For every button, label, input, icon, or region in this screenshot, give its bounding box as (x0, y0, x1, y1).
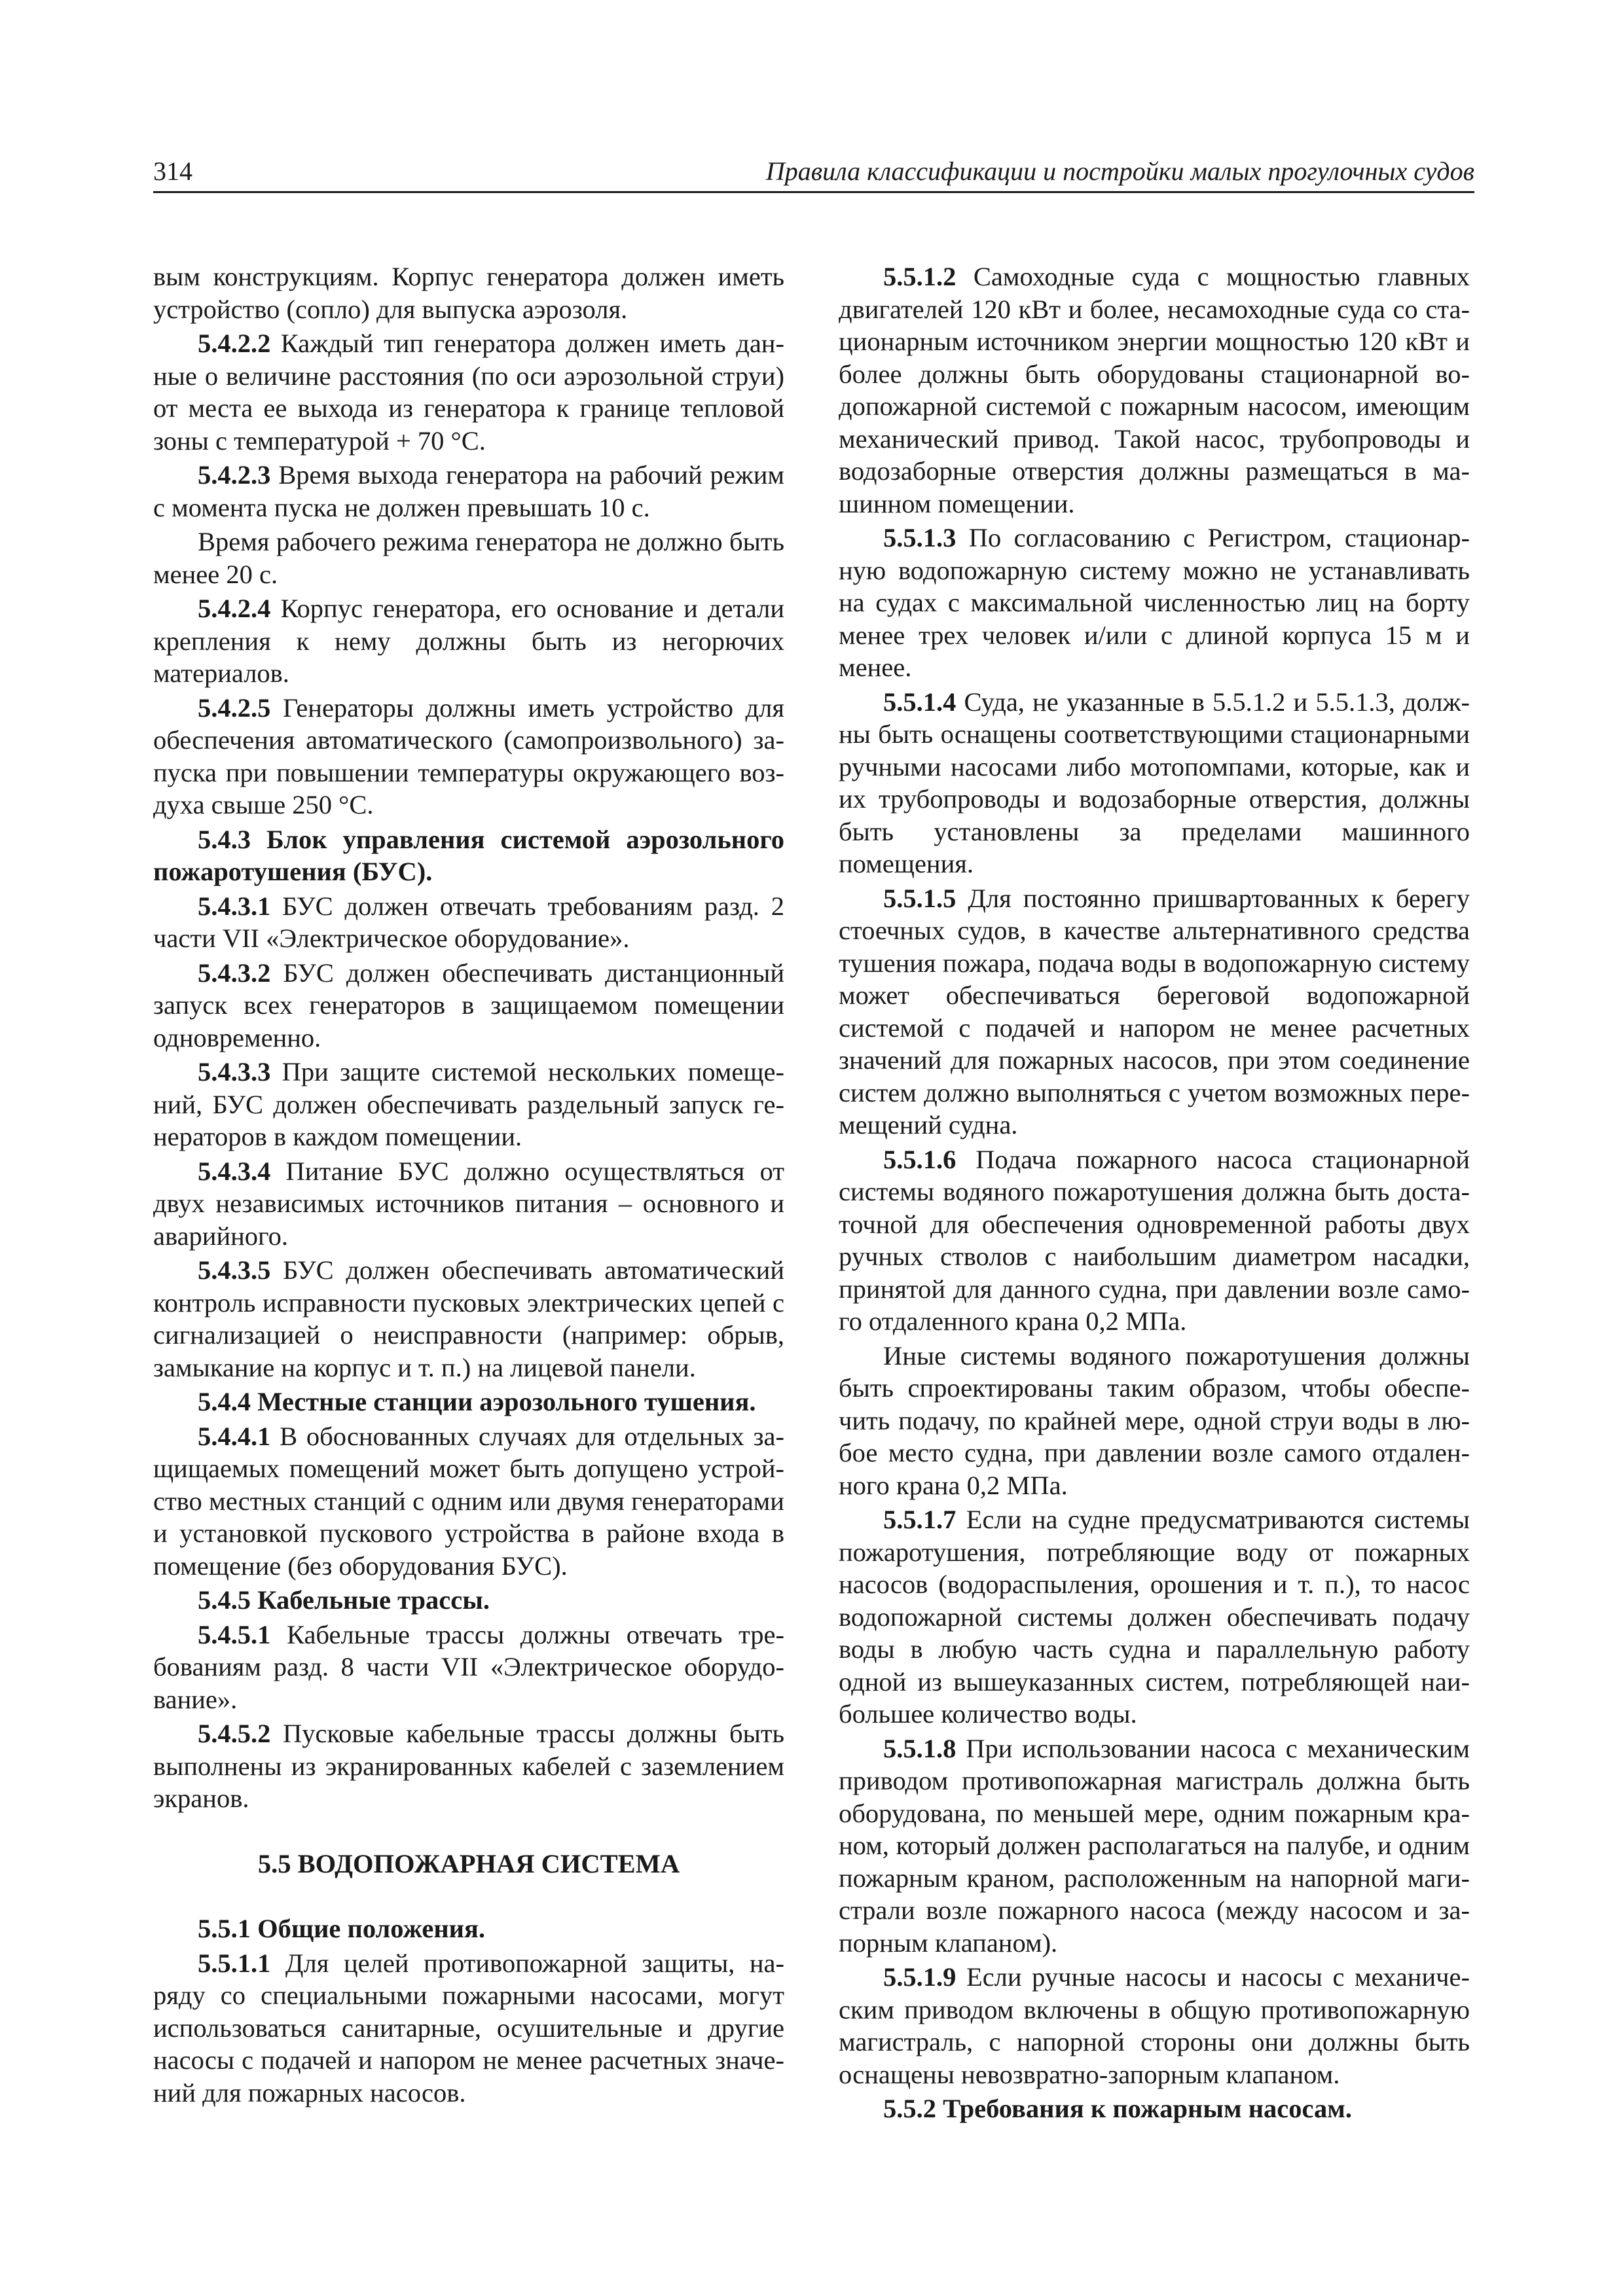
clause-number: 5.4.3.1 (198, 891, 271, 921)
clause-text: Если на судне предусматриваются системы пожаротушения, потребляющие воду от пожарных насосов (водораспыления, орошения и т. п.), то насос водопожарной системы должен обеспечивать подачу воды в любую часть судна и параллельную работу одной из вышеуказанных систем, потребляющей наибольшее количество воды. (839, 1505, 1470, 1729)
clause-number: 5.4.2.2 (198, 329, 271, 358)
clause-text: вым конструкциям. Корпус генератора должен иметь устройство (сопло) для выпуска аэрозоля. (153, 262, 784, 324)
paragraph (839, 1143, 1470, 1338)
clause-text: БУС должен обеспечивать автоматический контроль исправности пусковых электрических цепей с сигнализацией о неисправности (например: обрыв, замыкание на корпус и т. п.) на лицевой панели. (153, 1255, 784, 1382)
clause-text: Питание БУС должно осуществляться от двух независимых источников питания – основного и аварийного. (153, 1156, 784, 1251)
clause-text: Самоходные суда с мощностью главных двигателей 120 кВт и более, несамоходные суда со стационарным источником энергии мощностью 120 кВт и более должны быть оборудованы стационарной водопожарной системой с пожарным насосом, имеющим механический привод. Такой насос, трубопроводы и водозаборные отверстия должны размещаться в машинном помещении. (839, 262, 1470, 518)
running-title: Правила классификации и постройки малых прогулочных судов (765, 156, 1474, 186)
paragraph-continuation (153, 260, 784, 325)
clause-text: Подача пожарного насоса стационарной системы водяного пожаротушения должна быть достаточной для обеспечения одновременной работы двух ручных стволов с наибольшим диаметром насадки, принятой для данного судна, при давлении возле самого отдаленного крана 0,2 МПа. (839, 1144, 1470, 1336)
paragraph (839, 882, 1470, 1141)
clause-text: Требования к пожарным насосам. (936, 2094, 1352, 2123)
paragraph (839, 686, 1470, 880)
page-number: 314 (153, 156, 192, 186)
paragraph (839, 522, 1470, 684)
subsection-heading (153, 1386, 784, 1418)
clause-number: 5.5.1.8 (883, 1733, 957, 1763)
left-column (153, 260, 784, 2111)
paragraph (153, 327, 784, 457)
clause-number: 5.4.3.2 (198, 958, 271, 988)
clause-text: Для целей противопожарной защиты, наряду со специальными пожарными насосами, могут использоваться санитарные, осушительные и другие насосы с подачей и напором не менее расчетных значений для пожарных насосов. (153, 1948, 784, 2108)
clause-text: Для постоянно пришвартованных к берегу стоечных судов, в качестве альтернативного средства тушения пожара, подача воды в водопожарную систему может обеспечиваться береговой водопожарной системой с подачей и напором не менее расчетных значений для пожарных насосов, при этом соединение систем должно выполняться с учетом возможных перемещений судна. (839, 883, 1470, 1139)
clause-number: 5.5.1.6 (883, 1144, 957, 1174)
clause-text: БУС должен отвечать требованиям разд. 2 части VII «Электрическое оборудование». (153, 891, 784, 953)
clause-text: Иные системы водяного пожаротушения должны быть спроектированы таким образом, чтобы обеспечить подачу, по крайней мере, одной струи воды в любое место судна, при давлении возле самого отдаленного крана 0,2 МПа. (839, 1340, 1470, 1500)
clause-number: 5.5.1.2 (883, 262, 957, 291)
paragraph (153, 526, 784, 590)
clause-text: Местные станции аэрозольного тушения. (251, 1387, 756, 1416)
clause-text: 5.5 ВОДОПОЖАРНАЯ СИСТЕМА (257, 1848, 680, 1878)
paragraph (839, 260, 1470, 520)
clause-number: 5.4.5.2 (198, 1719, 271, 1748)
clause-text: Каждый тип генератора должен иметь данные о величине расстояния (по оси аэрозольной струи) от места ее выхода из генератора к границе тепловой зоны с температурой + 70 °С. (153, 329, 784, 456)
paragraph (153, 692, 784, 821)
clause-number: 5.4.2.3 (198, 460, 271, 490)
paragraph (153, 957, 784, 1054)
paragraph (153, 1717, 784, 1815)
paragraph (153, 459, 784, 524)
paragraph (153, 1155, 784, 1253)
clause-number: 5.5.1.4 (883, 687, 957, 717)
clause-text: Время выхода генератора на рабочий режим с момента пуска не должен превышать 10 с. (153, 460, 784, 522)
clause-number: 5.4.4 (198, 1387, 251, 1416)
clause-number: 5.4.2.4 (198, 594, 271, 623)
clause-number: 5.4.3.3 (198, 1057, 271, 1086)
clause-text: При защите системой нескольких помещений, БУС должен обеспечивать раздельный запуск генераторов в каждом помещении. (153, 1057, 784, 1151)
clause-text: Суда, не указанные в 5.5.1.2 и 5.5.1.3, должны быть оснащены соответствующими стационарными ручными насосами либо мотопомпами, которые, как и их трубопроводы и водозаборные отверстия, должны быть установлены за пределами машинного помещения. (839, 687, 1470, 878)
clause-number: 5.5.1.5 (883, 883, 957, 913)
right-column (839, 260, 1470, 2127)
clause-text: В обоснованных случаях для отдельных защищаемых помещений может быть допущено устройство местных станций с одним или двумя генераторами и установкой пускового устройства в районе входа в помещение (без оборудования БУС). (153, 1421, 784, 1581)
clause-number: 5.5.1.7 (883, 1505, 957, 1534)
clause-text: По согласованию с Регистром, стационарную водопожарную систему можно не устанавливать на судах с максимальной численностью лиц на борту менее трех человек и/или с длиной корпуса 15 м и менее. (839, 523, 1470, 682)
paragraph (839, 1340, 1470, 1502)
clause-text: Общие положения. (251, 1914, 486, 1943)
clause-number: 5.5.1.9 (883, 1962, 957, 1992)
clause-number: 5.5.2 (883, 2094, 936, 2123)
clause-text: Кабельные трассы должны отвечать требованиям разд. 8 части VII «Электрическое оборудование». (153, 1619, 784, 1714)
clause-text: Кабельные трассы. (251, 1585, 490, 1615)
page-header (153, 152, 1474, 193)
clause-text: Блок управления системой аэрозольного пожаротушения (БУС). (153, 824, 784, 886)
paragraph (153, 592, 784, 690)
clause-text: Корпус генератора, его основание и детали крепления к нему должны быть из негорючих материалов. (153, 594, 784, 688)
clause-number: 5.4.3.4 (198, 1156, 271, 1186)
clause-text: При использовании насоса с механическим приводом противопожарная магистраль должна быть оборудована, по меньшей мере, одним пожарным краном, который должен располагаться на палубе, и одним пожарным краном, расположенным на напорной магистрали возле пожарного насоса (между насосом и запорным клапаном). (839, 1733, 1470, 1958)
subsection-heading (153, 823, 784, 888)
section-title (153, 1848, 784, 1880)
clause-number: 5.5.1.3 (883, 523, 957, 552)
clause-number: 5.4.5 (198, 1585, 251, 1615)
clause-number: 5.5.1 (198, 1914, 251, 1943)
clause-number: 5.4.2.5 (198, 692, 271, 723)
clause-text: Если ручные насосы и насосы с механическим приводом включены в общую противопожарную магистраль, с напорной стороны они должны быть оснащены невозвратно-запорным клапаном. (839, 1962, 1470, 2089)
clause-number: 5.4.3 (198, 824, 251, 854)
subsection-heading (839, 2092, 1470, 2125)
paragraph (153, 1420, 784, 1583)
paragraph (153, 890, 784, 955)
clause-number: 5.4.3.5 (198, 1255, 271, 1285)
subsection-heading (153, 1912, 784, 1945)
clause-text: БУС должен обеспечивать дистанционный запуск всех генераторов в защищаемом помещении одновременно. (153, 958, 784, 1052)
clause-number: 5.5.1.1 (198, 1948, 271, 1978)
paragraph (839, 1732, 1470, 1960)
paragraph (153, 1619, 784, 1716)
subsection-heading (153, 1584, 784, 1617)
clause-text: Пусковые кабельные трассы должны быть выполнены из экранированных кабелей с заземлением экранов. (153, 1719, 784, 1813)
clause-number: 5.4.5.1 (198, 1619, 271, 1649)
paragraph (153, 1056, 784, 1153)
clause-text: Генераторы должны иметь устройство для обеспечения автоматического (самопроизвольного) запуска при повышении температуры окружающего воздуха свыше 250 °С. (153, 692, 784, 819)
paragraph (839, 1961, 1470, 2090)
paragraph (839, 1503, 1470, 1731)
clause-text: Время рабочего режима генератора не должно быть менее 20 с. (153, 527, 784, 589)
clause-number: 5.4.4.1 (198, 1421, 271, 1451)
paragraph (153, 1254, 784, 1384)
paragraph (153, 1947, 784, 2109)
